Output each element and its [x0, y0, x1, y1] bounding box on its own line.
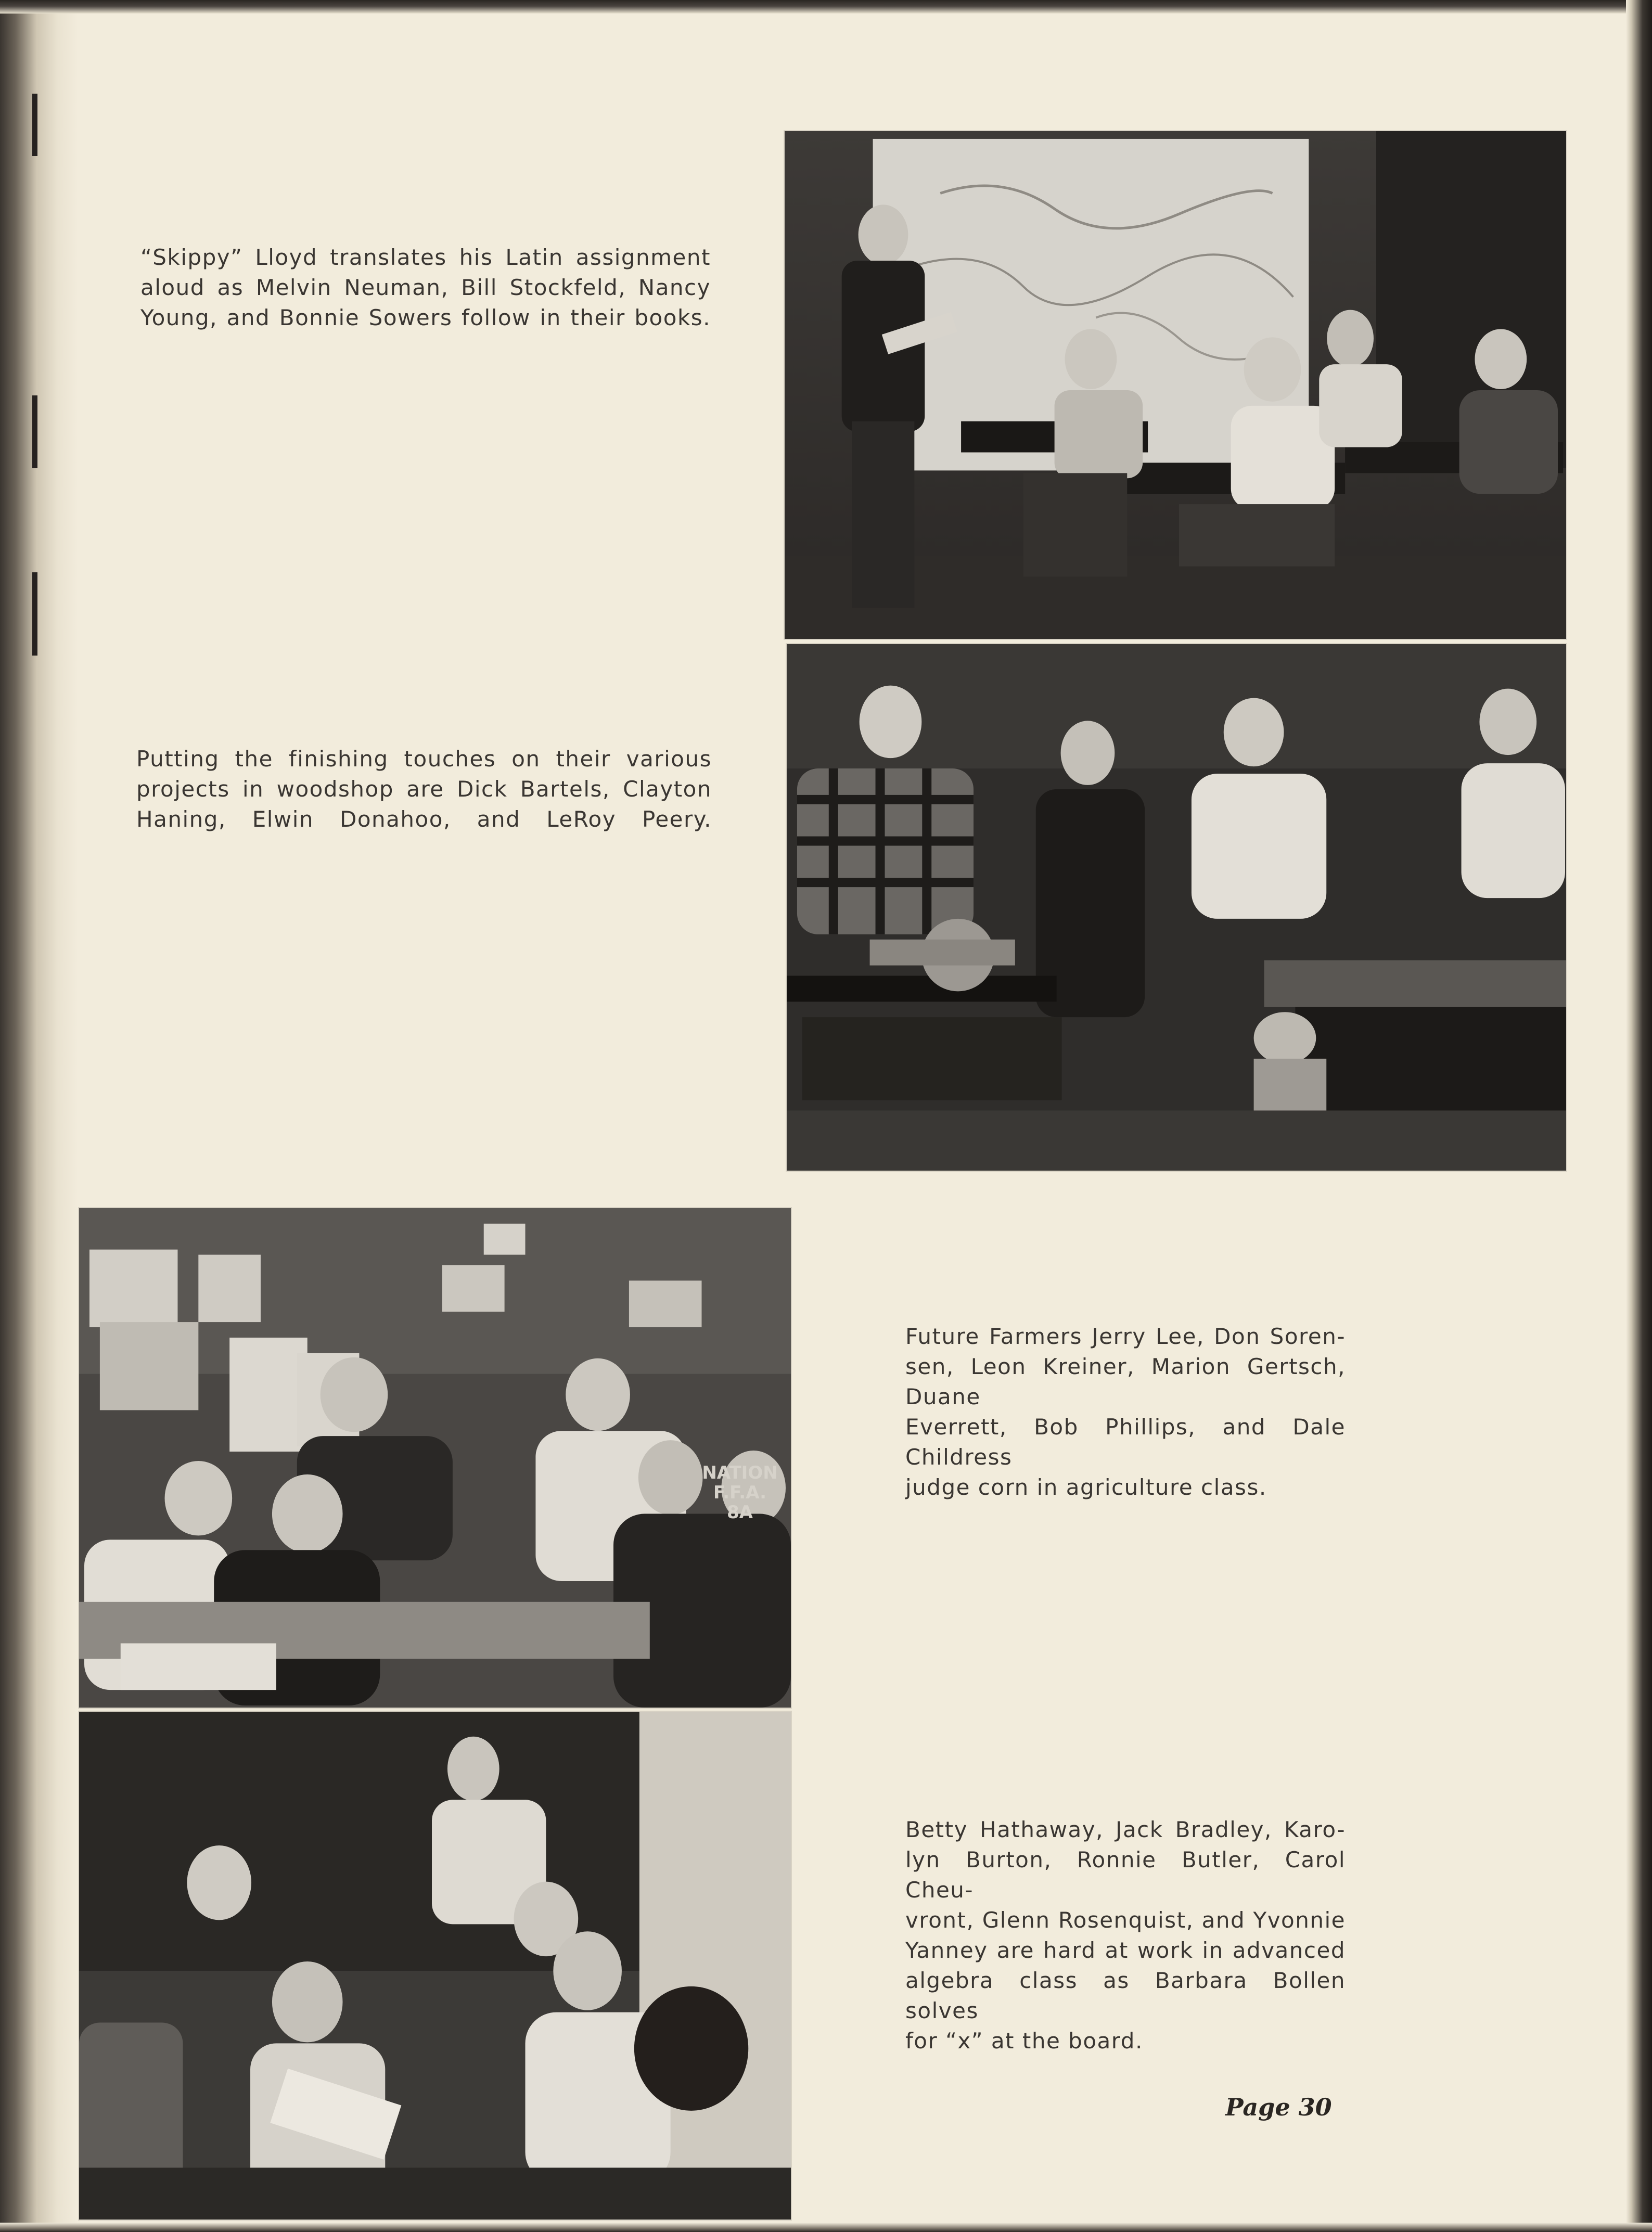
photo-latin-class: [784, 130, 1567, 640]
caption-line: Young, and Bonnie Sowers follow in their books.: [140, 305, 711, 330]
caption-line: vront, Glenn Rosenquist, and Yvonnie: [905, 1907, 1346, 1933]
latin-class-image: [785, 131, 1566, 639]
ffa-jacket-line: F.F.A. 8A: [713, 1482, 767, 1523]
caption-line: Everrett, Bob Phillips, and Dale Childress: [905, 1414, 1346, 1470]
caption-woodshop-class: [136, 744, 712, 835]
caption-line: Haning, Elwin Donahoo, and LeRoy Peery.: [136, 806, 712, 832]
photo-algebra-class: [78, 1711, 792, 2221]
book-binding: [0, 0, 78, 2232]
caption-line: aloud as Melvin Neuman, Bill Stockfeld, Nancy: [140, 275, 711, 300]
caption-line: for “x” at the board.: [905, 2028, 1143, 2054]
woodshop-class-image: [787, 644, 1566, 1171]
caption-line: lyn Burton, Ronnie Butler, Carol Cheu-: [905, 1847, 1346, 1903]
photo-woodshop-class: [786, 643, 1567, 1172]
caption-line: “Skippy” Lloyd translates his Latin assignment: [140, 245, 711, 270]
photo-agriculture-class: [78, 1207, 792, 1709]
caption-line: sen, Leon Kreiner, Marion Gertsch, Duane: [905, 1354, 1346, 1409]
caption-line: Future Farmers Jerry Lee, Don Soren-: [905, 1324, 1346, 1349]
caption-latin-class: [140, 242, 711, 333]
algebra-class-image: [79, 1712, 791, 2220]
caption-line: Putting the finishing touches on their various: [136, 746, 712, 772]
page-right-edge: [1626, 0, 1652, 2232]
caption-line: Yanney are hard at work in advanced: [905, 1938, 1346, 1963]
caption-algebra-class: [905, 1815, 1346, 2056]
page-number: Page 30: [1225, 2093, 1332, 2121]
caption-line: projects in woodshop are Dick Bartels, Clayton: [136, 776, 712, 802]
caption-line: Betty Hathaway, Jack Bradley, Karo-: [905, 1817, 1346, 1842]
caption-agriculture-class: [905, 1322, 1346, 1503]
caption-line: judge corn in agriculture class.: [905, 1474, 1267, 1500]
ffa-jacket-line: NATION: [702, 1463, 778, 1483]
caption-line: algebra class as Barbara Bollen solves: [905, 1968, 1346, 2023]
page-bottom-edge: [0, 2223, 1652, 2232]
ffa-jacket-text: [698, 1463, 782, 1522]
agriculture-class-image: [79, 1208, 791, 1708]
page-top-edge: [0, 0, 1652, 14]
